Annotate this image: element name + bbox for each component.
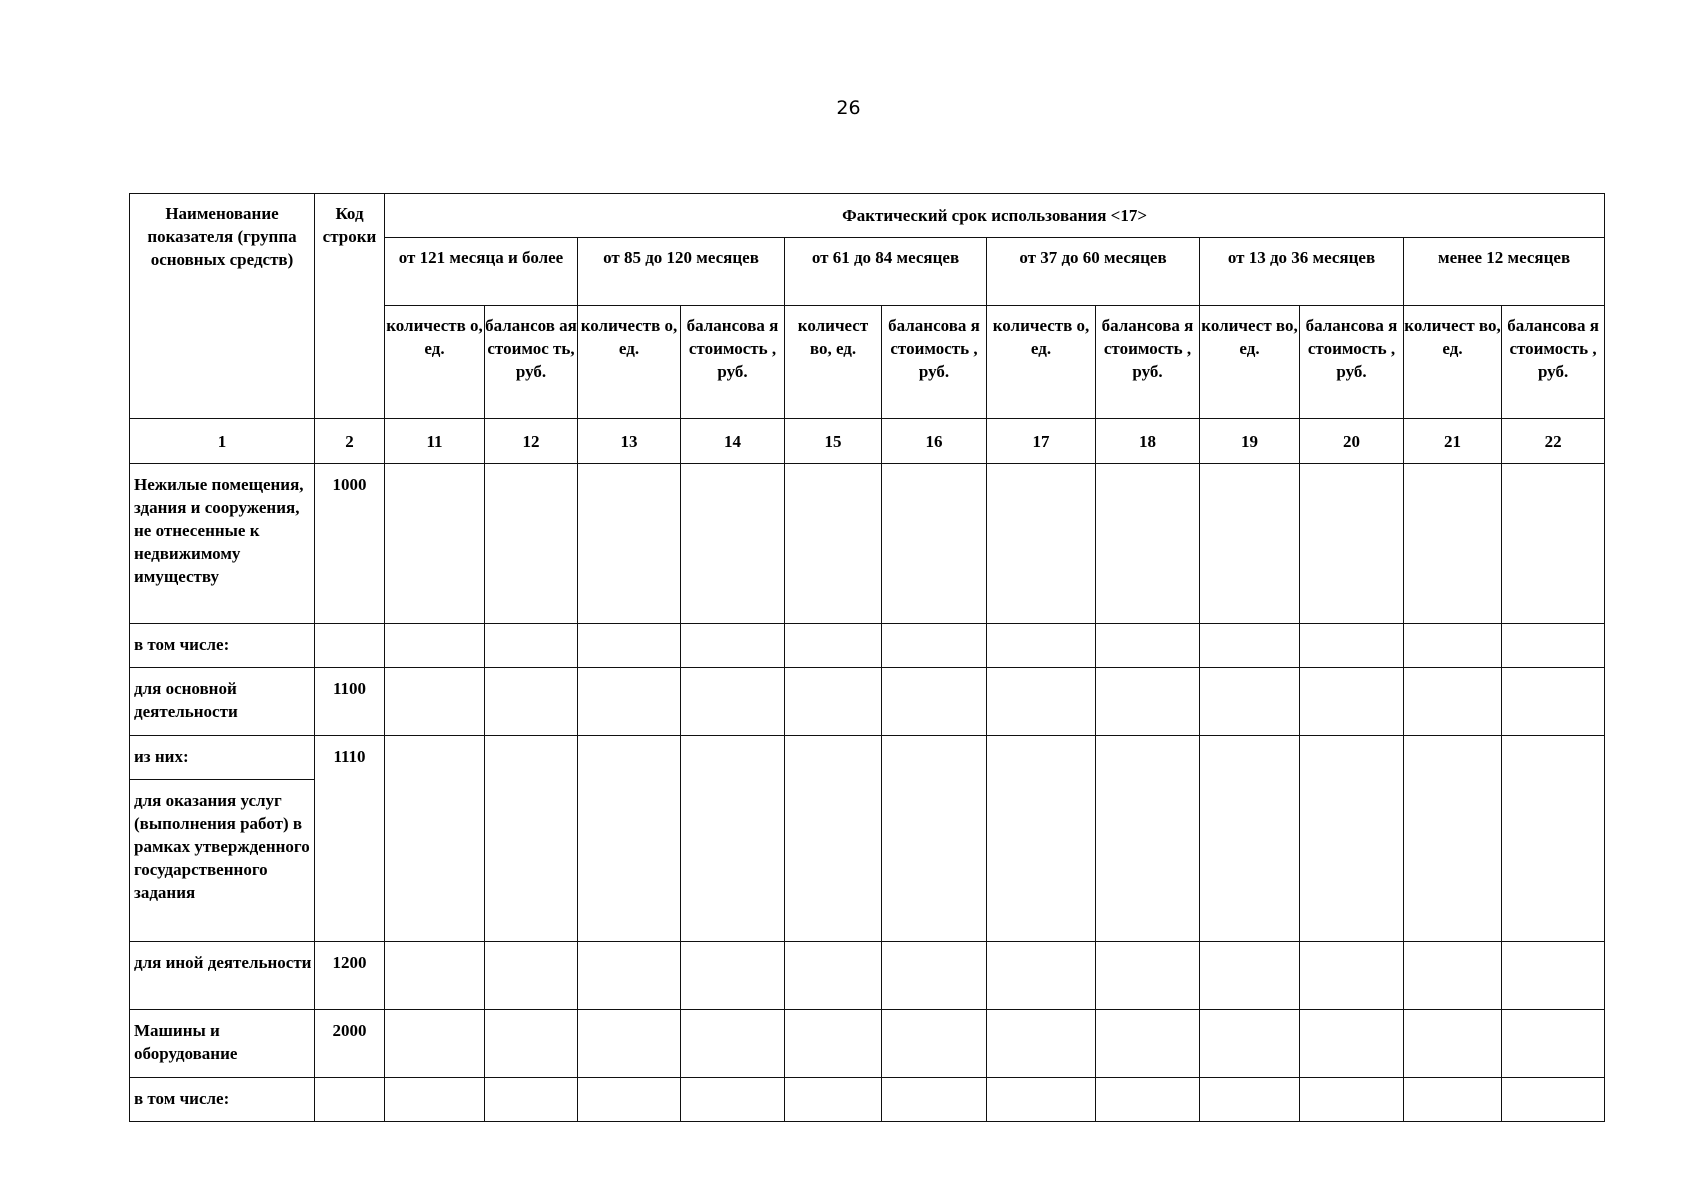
data-cell: [681, 624, 785, 668]
header-sub-column: балансов ая стоимос ть, руб.: [485, 306, 578, 419]
data-cell: [1300, 668, 1404, 736]
data-cell: [1200, 464, 1300, 624]
data-cell: [1200, 736, 1300, 942]
data-cell: [578, 942, 681, 1010]
data-cell: [1502, 464, 1605, 624]
row-name: Машины и оборудование: [130, 1010, 315, 1078]
data-cell: [1300, 1010, 1404, 1078]
header-period: от 13 до 36 месяцев: [1200, 238, 1404, 306]
data-cell: [987, 668, 1096, 736]
header-sub-column: количест во, ед.: [1200, 306, 1300, 419]
header-row-1: [130, 194, 1605, 238]
column-number: 19: [1200, 419, 1300, 464]
data-cell: [485, 1010, 578, 1078]
data-cell: [1200, 1078, 1300, 1122]
data-cell: [1404, 1078, 1502, 1122]
data-cell: [485, 942, 578, 1010]
data-cell: [681, 736, 785, 942]
header-sub-column: количест во, ед.: [1404, 306, 1502, 419]
data-cell: [785, 668, 882, 736]
data-cell: [785, 1078, 882, 1122]
table-row: [130, 464, 1605, 624]
data-cell: [882, 668, 987, 736]
data-cell: [1200, 624, 1300, 668]
header-name-col: Наименование показателя (группа основных средств): [130, 194, 315, 419]
data-cell: [882, 464, 987, 624]
data-cell: [785, 624, 882, 668]
data-cell: [1096, 1078, 1200, 1122]
table-row: [130, 624, 1605, 668]
data-cell: [385, 464, 485, 624]
data-cell: [485, 624, 578, 668]
header-sub-column: балансова я стоимость , руб.: [1502, 306, 1605, 419]
data-cell: [578, 624, 681, 668]
data-cell: [681, 1010, 785, 1078]
data-cell: [485, 736, 578, 942]
column-number: 12: [485, 419, 578, 464]
column-number: 14: [681, 419, 785, 464]
header-sub-column: балансова я стоимость , руб.: [1300, 306, 1404, 419]
data-cell: [1096, 942, 1200, 1010]
data-cell: [987, 1078, 1096, 1122]
data-cell: [1404, 942, 1502, 1010]
data-cell: [1300, 1078, 1404, 1122]
column-number: 22: [1502, 419, 1605, 464]
data-cell: [882, 1010, 987, 1078]
data-cell: [1096, 624, 1200, 668]
row-code: 1110: [315, 736, 385, 942]
data-cell: [882, 1078, 987, 1122]
data-cell: [1502, 668, 1605, 736]
data-cell: [785, 942, 882, 1010]
data-cell: [385, 942, 485, 1010]
data-cell: [1300, 464, 1404, 624]
data-cell: [785, 464, 882, 624]
page-number: 26: [836, 97, 861, 119]
header-sub-column: балансова я стоимость , руб.: [1096, 306, 1200, 419]
column-number: 15: [785, 419, 882, 464]
table-row: [130, 1078, 1605, 1122]
header-period: от 85 до 120 месяцев: [578, 238, 785, 306]
data-cell: [1096, 1010, 1200, 1078]
column-number: 21: [1404, 419, 1502, 464]
data-cell: [1502, 1010, 1605, 1078]
data-cell: [1300, 942, 1404, 1010]
data-cell: [1300, 736, 1404, 942]
data-cell: [578, 668, 681, 736]
data-cell: [385, 1078, 485, 1122]
header-period: от 121 месяца и более: [385, 238, 578, 306]
row-code: [315, 1078, 385, 1122]
data-cell: [485, 464, 578, 624]
data-cell: [1404, 668, 1502, 736]
header-period: от 37 до 60 месяцев: [987, 238, 1200, 306]
header-sub-column: количеств о, ед.: [385, 306, 485, 419]
data-cell: [987, 464, 1096, 624]
column-number: 1: [130, 419, 315, 464]
data-cell: [1200, 668, 1300, 736]
data-cell: [1096, 464, 1200, 624]
data-cell: [578, 1078, 681, 1122]
data-cell: [1404, 464, 1502, 624]
data-cell: [385, 668, 485, 736]
row-name: в том числе:: [130, 624, 315, 668]
data-cell: [385, 736, 485, 942]
data-cell: [385, 624, 485, 668]
row-name: для оказания услуг (выполнения работ) в рамках утвержденного государственного задания: [130, 780, 315, 942]
data-cell: [987, 736, 1096, 942]
table-row: [130, 736, 1605, 780]
row-code: [315, 624, 385, 668]
header-code-col: Код строки: [315, 194, 385, 419]
row-name: для основной деятельности: [130, 668, 315, 736]
data-cell: [1502, 624, 1605, 668]
row-code: 2000: [315, 1010, 385, 1078]
row-name: для иной деятельности: [130, 942, 315, 1010]
data-cell: [681, 942, 785, 1010]
data-cell: [1096, 668, 1200, 736]
column-number: 16: [882, 419, 987, 464]
header-group-title: Фактический срок использования <17>: [385, 194, 1605, 238]
data-cell: [1200, 942, 1300, 1010]
data-cell: [1200, 1010, 1300, 1078]
data-cell: [681, 1078, 785, 1122]
header-sub-column: балансова я стоимость , руб.: [882, 306, 987, 419]
data-cell: [1404, 624, 1502, 668]
row-code: 1000: [315, 464, 385, 624]
data-cell: [785, 736, 882, 942]
data-cell: [681, 464, 785, 624]
data-cell: [578, 464, 681, 624]
header-period: менее 12 месяцев: [1404, 238, 1605, 306]
header-sub-column: балансова я стоимость , руб.: [681, 306, 785, 419]
column-number: 13: [578, 419, 681, 464]
data-cell: [485, 668, 578, 736]
data-cell: [578, 736, 681, 942]
data-cell: [987, 624, 1096, 668]
row-name: из них:: [130, 736, 315, 780]
data-cell: [987, 942, 1096, 1010]
data-cell: [1096, 736, 1200, 942]
data-cell: [1300, 624, 1404, 668]
table-row: [130, 942, 1605, 1010]
row-code: 1200: [315, 942, 385, 1010]
column-number: 2: [315, 419, 385, 464]
column-number: 11: [385, 419, 485, 464]
column-number-row: [130, 419, 1605, 464]
data-cell: [882, 624, 987, 668]
column-number: 20: [1300, 419, 1404, 464]
data-cell: [385, 1010, 485, 1078]
data-cell: [1502, 942, 1605, 1010]
data-cell: [1502, 1078, 1605, 1122]
header-sub-column: количест во, ед.: [785, 306, 882, 419]
data-cell: [1404, 736, 1502, 942]
fixed-assets-table: [129, 193, 1605, 1122]
row-name: в том числе:: [130, 1078, 315, 1122]
data-cell: [578, 1010, 681, 1078]
data-cell: [785, 1010, 882, 1078]
row-code: 1100: [315, 668, 385, 736]
table-row: [130, 668, 1605, 736]
header-period: от 61 до 84 месяцев: [785, 238, 987, 306]
header-sub-column: количеств о, ед.: [578, 306, 681, 419]
column-number: 17: [987, 419, 1096, 464]
header-sub-column: количеств о, ед.: [987, 306, 1096, 419]
data-cell: [987, 1010, 1096, 1078]
data-cell: [882, 736, 987, 942]
row-name: Нежилые помещения, здания и сооружения, не отнесенные к недвижимому имуществу: [130, 464, 315, 624]
data-cell: [1502, 736, 1605, 942]
data-cell: [882, 942, 987, 1010]
data-cell: [681, 668, 785, 736]
data-cell: [485, 1078, 578, 1122]
column-number: 18: [1096, 419, 1200, 464]
data-cell: [1404, 1010, 1502, 1078]
table-row: [130, 1010, 1605, 1078]
